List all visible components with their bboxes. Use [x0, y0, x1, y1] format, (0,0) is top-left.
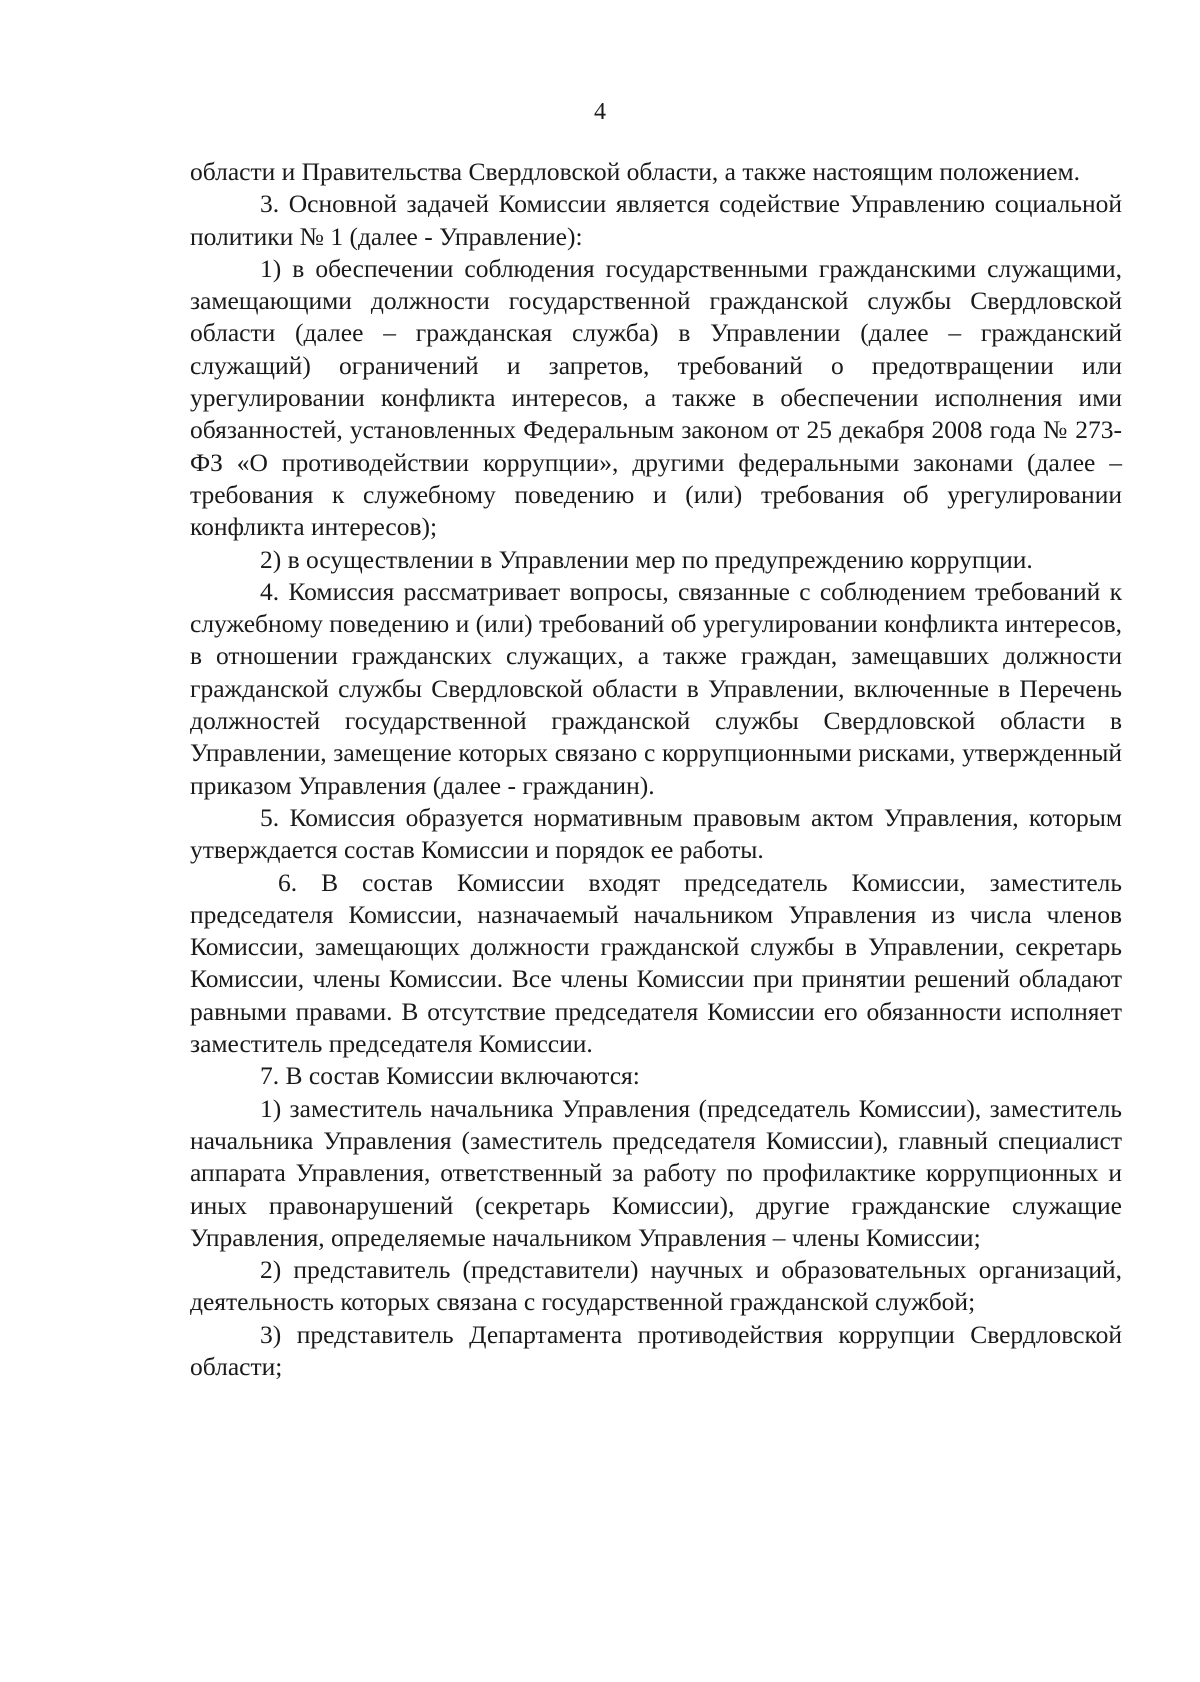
paragraph-item-3-2: 2) в осуществлении в Управлении мер по предупреждению коррупции.: [260, 544, 1033, 574]
page-number: 4: [594, 99, 606, 125]
paragraph-continuation: области и Правительства Свердловской области, а также настоящим положением.: [190, 157, 1080, 186]
paragraph-item-5: 5. Комиссия образуется нормативным правовым актом Управления, которым утверждается состав Комиссии и порядок ее работы.: [190, 802, 1122, 865]
paragraph-item-7-3: 3) представитель Департамента противодействия коррупции Свердловской области;: [190, 1319, 1122, 1381]
document-body: [190, 156, 1122, 1383]
paragraph-item-7-2: 2) представитель (представители) научных и образовательных организаций, деятельность которых связана с государственной гражданской службой;: [190, 1255, 1122, 1317]
paragraph-item-4: 4. Комиссия рассматривает вопросы, связанные с соблюдением требований к служебному поведению и (или) требований об урегулировании конфликта интересов, в отношении гражданских служащих, а также граждан, замещавших должности гражданской службы Свердловской области в Управлении, включенные в Перечень должностей государственной гражданской службы Свердловской области в Управлении, замещение которых связано с коррупционными рисками, утвержденный приказом Управления (далее - гражданин).: [190, 576, 1122, 800]
paragraph-item-7-1: 1) заместитель начальника Управления (председатель Комиссии), заместитель начальника Управления (заместитель председателя Комиссии), главный специалист аппарата Управления, ответственный за работу по профилактике коррупционных и иных правонарушений (секретарь Комиссии), другие гражданские служащие Управления, определяемые начальником Управления – члены Комиссии;: [190, 1093, 1122, 1252]
paragraph-item-3-1: 1) в обеспечении соблюдения государственными гражданскими служащими, замещающими должности государственной гражданской службы Свердловской области (далее – гражданская служба) в Управлении (далее – гражданский служащий) ограничений и запретов, требований о предотвращении или урегулировании конфликта интересов, а также в обеспечении исполнения ими обязанностей, установленных Федеральным законом от 25 декабря 2008 года № 273-ФЗ «О противодействии коррупции», другими федеральными законами (далее – требования к служебному поведению и (или) требования об урегулировании конфликта интересов);: [190, 253, 1122, 542]
paragraph-item-7: 7. В состав Комиссии включаются:: [260, 1061, 640, 1091]
paragraph-item-6: 6. В состав Комиссии входят председатель Комиссии, заместитель председателя Комиссии, назначаемый начальником Управления из числа членов Комиссии, замещающих должности гражданской службы в Управлении, секретарь Комиссии, члены Комиссии. Все члены Комиссии при принятии решений обладают равными правами. В отсутствие председателя Комиссии его обязанности исполняет заместитель председателя Комиссии.: [190, 867, 1122, 1059]
paragraph-item-3: 3. Основной задачей Комиссии является содействие Управлению социальной политики № 1 (далее - Управление):: [190, 189, 1122, 251]
